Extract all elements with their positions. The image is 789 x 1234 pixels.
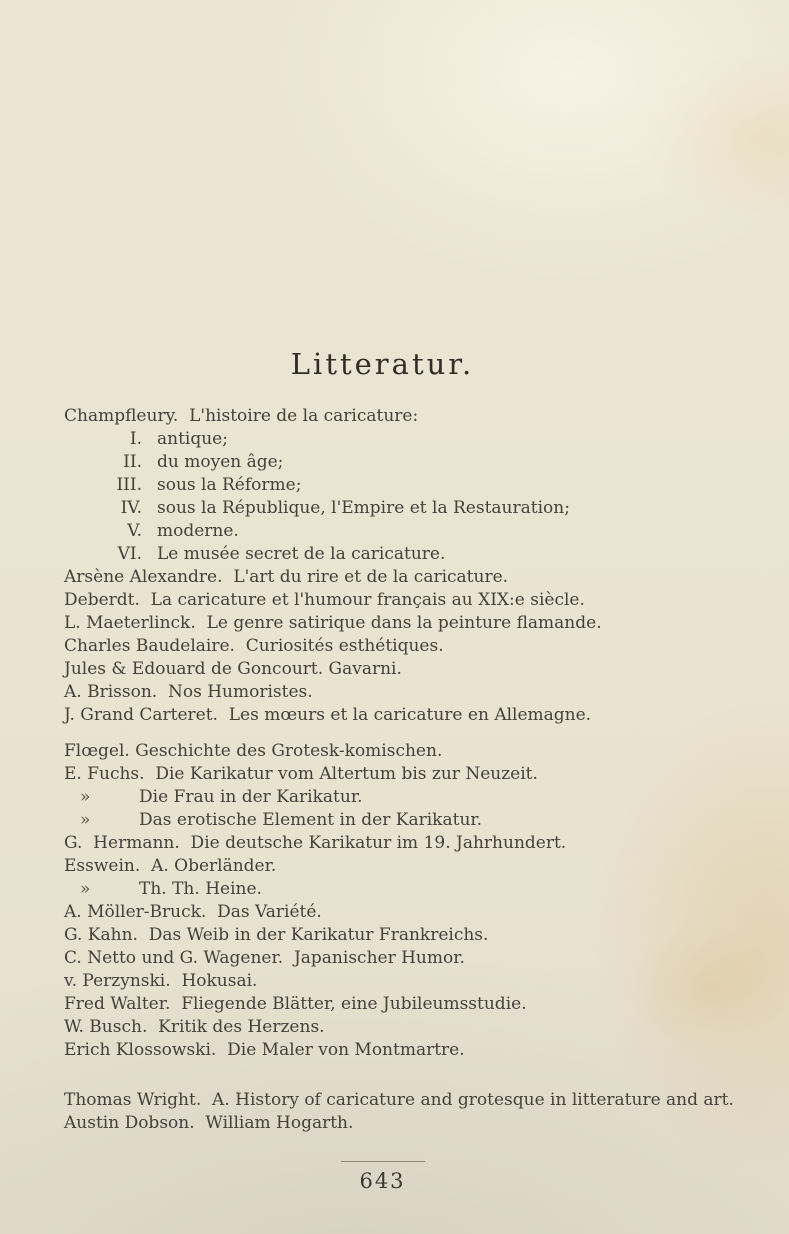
entry-text: Das erotische Element in der Karikatur. <box>139 810 483 830</box>
bibliography-line <box>64 809 729 832</box>
entry-text: Champfleury. L'histoire de la caricature: <box>64 406 419 426</box>
ditto-mark: » <box>80 879 91 899</box>
bibliography-line <box>64 1016 729 1039</box>
ditto-mark: » <box>80 787 91 807</box>
bibliography-line <box>64 658 729 681</box>
bibliography-line <box>64 740 729 763</box>
entry-text: Jules & Edouard de Goncourt. Gavarni. <box>64 659 402 679</box>
list-numeral: V. <box>127 521 142 541</box>
section-gap <box>64 1062 729 1089</box>
bibliography-line <box>64 520 729 543</box>
entry-text: sous la Réforme; <box>157 475 302 495</box>
page-footer <box>64 1161 701 1193</box>
bibliography-line <box>64 681 729 704</box>
bibliography-line <box>64 428 729 451</box>
entry-text: J. Grand Carteret. Les mœurs et la caricature en Allemagne. <box>64 705 592 725</box>
bibliography-line <box>64 763 729 786</box>
bibliography-line <box>64 1112 729 1135</box>
entry-text: C. Netto und G. Wagener. Japanischer Humor. <box>64 948 465 968</box>
entry-text: sous la République, l'Empire et la Restauration; <box>157 498 570 518</box>
entry-text: L. Maeterlinck. Le genre satirique dans la peinture flamande. <box>64 613 602 633</box>
bibliography-line <box>64 405 729 428</box>
page-number: 643 <box>359 1169 406 1193</box>
bibliography-line <box>64 566 729 589</box>
entry-text: Th. Th. Heine. <box>139 879 262 899</box>
bibliography-line <box>64 924 729 947</box>
bibliography-line <box>64 970 729 993</box>
entry-text: Erich Klossowski. Die Maler von Montmartre. <box>64 1040 465 1060</box>
list-numeral: IV. <box>120 498 142 518</box>
entry-text: A. Brisson. Nos Humoristes. <box>64 682 313 702</box>
section-gap <box>64 727 729 740</box>
bibliography-line <box>64 901 729 924</box>
bibliography-line <box>64 589 729 612</box>
entry-text: Thomas Wright. A. History of caricature and grotesque in litterature and art. <box>64 1090 734 1110</box>
entry-text: Fred Walter. Fliegende Blätter, eine Jubileumsstudie. <box>64 994 527 1014</box>
list-numeral: III. <box>116 475 142 495</box>
entry-text: W. Busch. Kritik des Herzens. <box>64 1017 325 1037</box>
bibliography-line <box>64 474 729 497</box>
bibliography-line <box>64 497 729 520</box>
entry-text: Charles Baudelaire. Curiosités esthétiques. <box>64 636 444 656</box>
bibliography-line <box>64 993 729 1016</box>
bibliography-line <box>64 855 729 878</box>
ditto-mark: » <box>80 810 91 830</box>
bibliography-line <box>64 878 729 901</box>
entry-text: du moyen âge; <box>157 452 284 472</box>
entry-text: v. Perzynski. Hokusai. <box>64 971 258 991</box>
entry-text: Die Frau in der Karikatur. <box>139 787 363 807</box>
bibliography-line <box>64 704 729 727</box>
bibliography-line <box>64 786 729 809</box>
bibliography-line <box>64 1089 734 1112</box>
bibliography-line <box>64 1039 729 1062</box>
bibliography-line <box>64 543 729 566</box>
footer-rule <box>341 1161 425 1162</box>
entry-text: Deberdt. La caricature et l'humour français au XIX:e siècle. <box>64 590 585 610</box>
entry-text: antique; <box>157 429 228 449</box>
entry-text: Le musée secret de la caricature. <box>157 544 446 564</box>
entry-text: G. Hermann. Die deutsche Karikatur im 19. Jahrhundert. <box>64 833 567 853</box>
entry-text: Esswein. A. Oberländer. <box>64 856 277 876</box>
bibliography-line <box>64 832 729 855</box>
bibliography-line <box>64 635 729 658</box>
bibliography-list <box>64 405 734 1135</box>
bibliography-line <box>64 947 729 970</box>
entry-text: E. Fuchs. Die Karikatur vom Altertum bis zur Neuzeit. <box>64 764 538 784</box>
entry-text: Arsène Alexandre. L'art du rire et de la caricature. <box>64 567 509 587</box>
entry-text: moderne. <box>157 521 239 541</box>
bibliography-line <box>64 612 729 635</box>
list-numeral: II. <box>123 452 142 472</box>
list-numeral: I. <box>129 429 142 449</box>
entry-text: Flœgel. Geschichte des Grotesk-komischen. <box>64 741 443 761</box>
bibliography-line <box>64 451 729 474</box>
entry-text: G. Kahn. Das Weib in der Karikatur Frankreichs. <box>64 925 489 945</box>
entry-text: A. Möller-Bruck. Das Variété. <box>64 902 322 922</box>
entry-text: Austin Dobson. William Hogarth. <box>64 1113 354 1133</box>
page-title: Litteratur. <box>290 347 475 381</box>
list-numeral: VI. <box>117 544 142 564</box>
